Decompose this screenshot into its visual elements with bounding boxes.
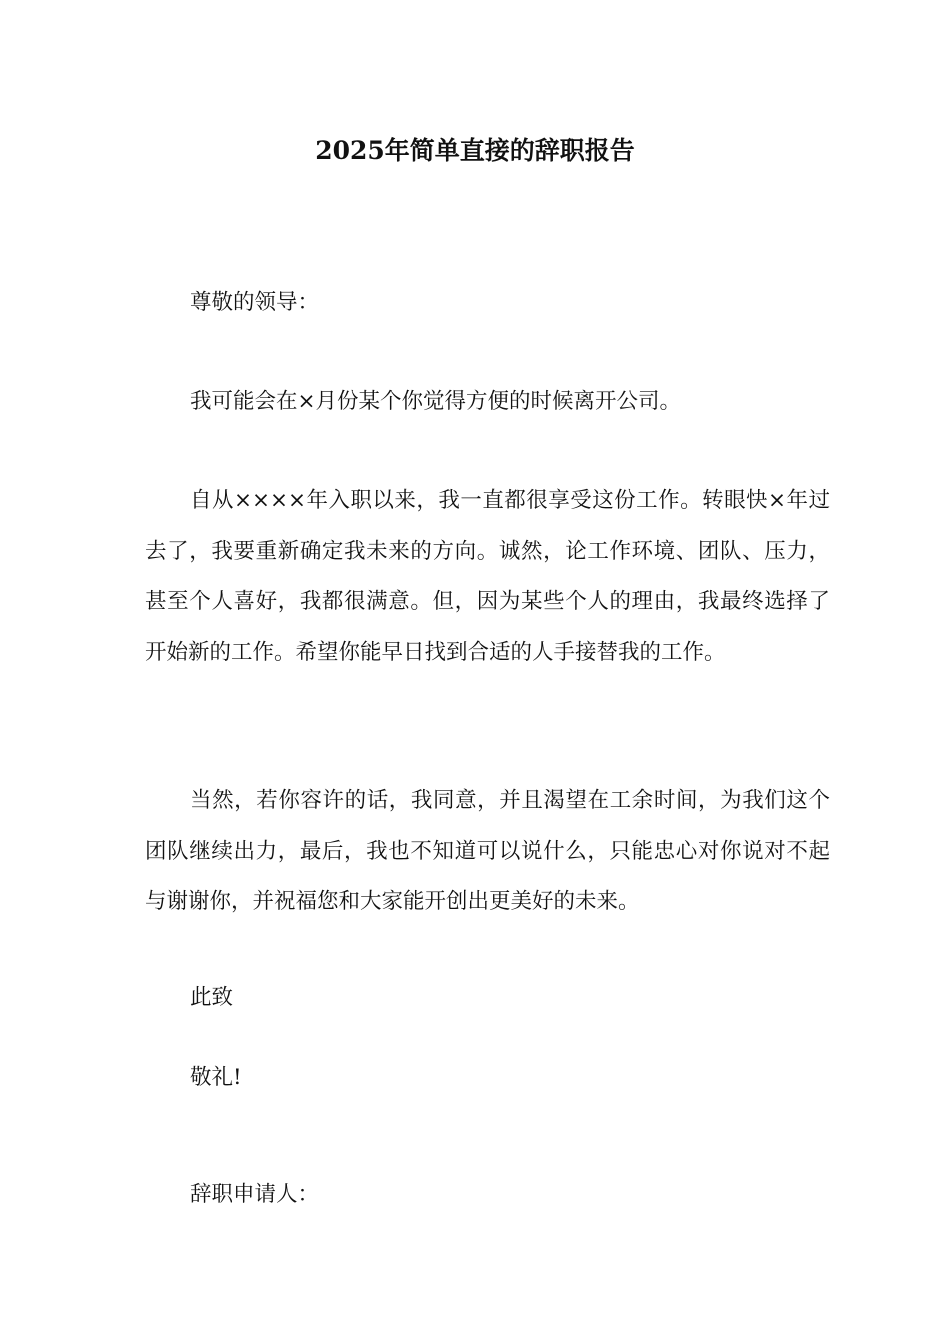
document-title: 2025年简单直接的辞职报告 [315, 136, 635, 165]
closing-regards: 敬礼! [190, 1065, 242, 1090]
closing-salutation: 此致 [190, 985, 234, 1010]
body-paragraph-1: 我可能会在×月份某个你觉得方便的时候离开公司。 [190, 389, 682, 414]
greeting-line: 尊敬的领导： [190, 290, 320, 315]
signature-label: 辞职申请人： [190, 1182, 320, 1207]
body-paragraph-3: 当然，若你容许的话，我同意，并且渴望在工余时间，为我们这个团队继续出力，最后，我也不知道可以说什么，只能忠心对你说对不起与谢谢你，并祝福您和大家能开创出更美好的未来。 [145, 788, 830, 914]
body-paragraph-2: 自从××××年入职以来，我一直都很享受这份工作。转眼快×年过去了，我要重新确定我未来的方向。诚然，论工作环境、团队、压力，甚至个人喜好，我都很满意。但，因为某些个人的理由，我最终选择了开始新的工作。希望你能早日找到合适的人手接替我的工作。 [145, 488, 830, 665]
